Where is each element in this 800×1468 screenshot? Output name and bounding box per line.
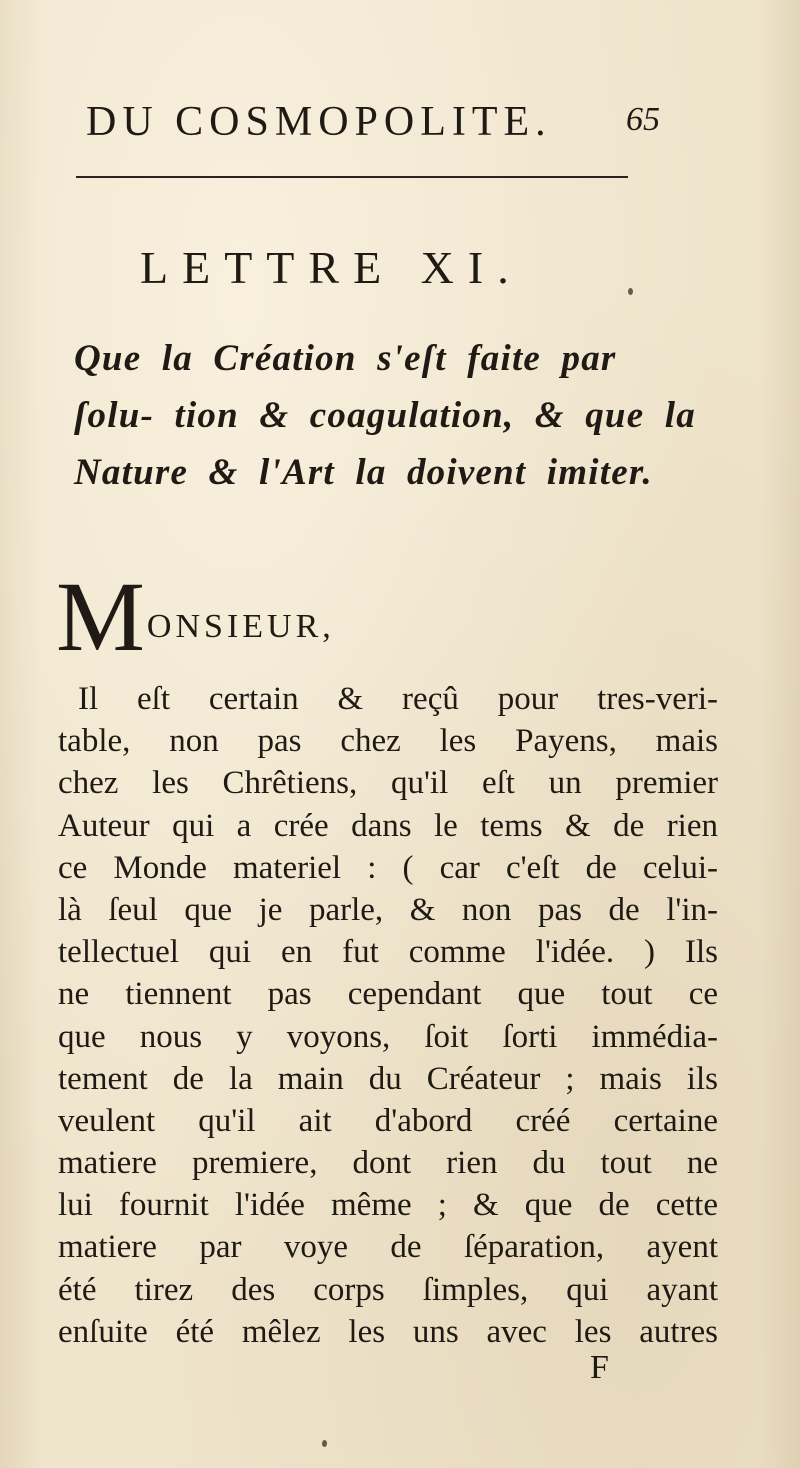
text-line: Il eſt certain & reçû pour tres-veri- [78, 681, 718, 717]
text-line: Auteur qui a crée dans le tems & de rien [58, 807, 718, 844]
running-title: DU COSMOPOLITE. [86, 99, 552, 145]
catchword: F [590, 1349, 609, 1386]
text-line: ce Monde materiel : ( car c'eſt de celui- [58, 849, 718, 886]
text-line: table, non pas chez les Payens, mais [58, 723, 718, 760]
text-line: ne tiennent pas cependant que tout ce [58, 976, 718, 1013]
text-line: enſuite été mêlez les uns avec les autres [58, 1313, 718, 1350]
ink-spot [322, 1440, 327, 1447]
text-line: que nous y voyons, ſoit ſorti immédia- [58, 1018, 718, 1055]
page-number: 65 [626, 101, 660, 138]
drop-cap: M [56, 561, 145, 672]
letter-subtitle: Que la Création s'eſt faite par ſolu- tion & coagulation, & que la Nature & l'Art la doivent imiter. [74, 338, 696, 493]
text-line: veulent qu'il ait d'abord créé certaine [58, 1102, 718, 1139]
running-head [86, 92, 686, 152]
text-line: tement de la main du Créateur ; mais ils [58, 1060, 718, 1097]
salutation [56, 561, 335, 672]
ink-spot [628, 288, 633, 295]
letter-heading: LETTRE XI. [140, 242, 523, 293]
text-line: là ſeul que je parle, & non pas de l'in- [58, 891, 718, 928]
text-line: matiere premiere, dont rien du tout ne [58, 1145, 718, 1182]
salutation-rest: ONSIEUR, [146, 608, 335, 645]
text-line: tellectuel qui en fut comme l'idée. ) Ils [58, 934, 718, 971]
text-line: chez les Chrêtiens, qu'il eſt un premier [58, 765, 718, 802]
text-line: été tirez des corps ſimples, qui ayant [58, 1271, 718, 1308]
header-rule [76, 176, 628, 178]
text-line: matiere par voye de ſéparation, ayent [58, 1229, 718, 1266]
text-line: lui fournit l'idée même ; & que de cette [58, 1187, 718, 1224]
body-text [58, 678, 718, 1353]
